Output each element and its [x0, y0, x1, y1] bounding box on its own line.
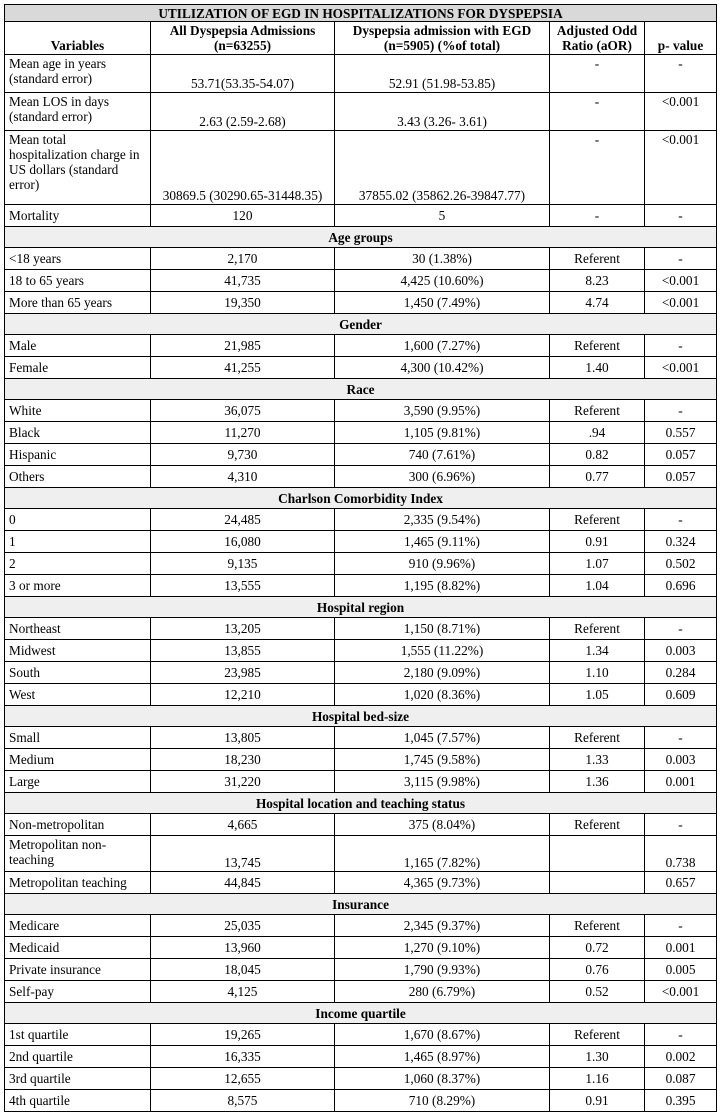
cell-all-admissions: 2.63 (2.59-2.68)	[151, 93, 335, 131]
cell-aor: -	[550, 131, 645, 205]
cell-p-value: <0.001	[645, 131, 717, 205]
cell-all-admissions: 18,045	[151, 959, 335, 981]
cell-p-value: <0.001	[645, 981, 717, 1003]
cell-variable: 3rd quartile	[5, 1068, 151, 1090]
cell-aor: .94	[550, 422, 645, 444]
cell-aor: 1.30	[550, 1046, 645, 1068]
cell-p-value: 0.001	[645, 937, 717, 959]
cell-all-admissions: 41,255	[151, 357, 335, 379]
table-row	[5, 93, 717, 131]
cell-all-admissions: 13,745	[151, 836, 335, 872]
cell-all-admissions: 21,985	[151, 335, 335, 357]
cell-variable: 2nd quartile	[5, 1046, 151, 1068]
cell-all-admissions: 53.71(53.35-54.07)	[151, 55, 335, 93]
table-container	[4, 4, 717, 1112]
section-title: Hospital region	[5, 597, 717, 618]
table-row	[5, 131, 717, 205]
table-row	[5, 444, 717, 466]
cell-egd-admissions: 3.43 (3.26- 3.61)	[335, 93, 550, 131]
section-title: Gender	[5, 314, 717, 335]
cell-egd-admissions: 710 (8.29%)	[335, 1090, 550, 1112]
cell-variable: Black	[5, 422, 151, 444]
cell-egd-admissions: 300 (6.96%)	[335, 466, 550, 488]
cell-egd-admissions: 910 (9.96%)	[335, 553, 550, 575]
cell-p-value: 0.502	[645, 553, 717, 575]
cell-p-value: 0.057	[645, 444, 717, 466]
cell-egd-admissions: 1,020 (8.36%)	[335, 684, 550, 706]
table-row	[5, 55, 717, 93]
cell-egd-admissions: 1,745 (9.58%)	[335, 749, 550, 771]
table-row	[5, 400, 717, 422]
section-header-row	[5, 1003, 717, 1024]
cell-aor: 0.72	[550, 937, 645, 959]
cell-variable: Hispanic	[5, 444, 151, 466]
cell-variable: Medicaid	[5, 937, 151, 959]
cell-aor: 1.07	[550, 553, 645, 575]
cell-egd-admissions: 375 (8.04%)	[335, 814, 550, 836]
cell-aor: -	[550, 55, 645, 93]
cell-p-value: -	[645, 400, 717, 422]
cell-all-admissions: 13,960	[151, 937, 335, 959]
section-title: Income quartile	[5, 1003, 717, 1024]
cell-aor: -	[550, 93, 645, 131]
table-row	[5, 872, 717, 894]
section-title: Charlson Comorbidity Index	[5, 488, 717, 509]
cell-variable: Mean total hospitalization charge in US dollars (standard error)	[5, 131, 151, 205]
table-row	[5, 335, 717, 357]
cell-aor: 1.34	[550, 640, 645, 662]
cell-egd-admissions: 1,450 (7.49%)	[335, 292, 550, 314]
section-title: Race	[5, 379, 717, 400]
cell-p-value: 0.557	[645, 422, 717, 444]
table-row	[5, 981, 717, 1003]
cell-all-admissions: 8,575	[151, 1090, 335, 1112]
cell-egd-admissions: 1,555 (11.22%)	[335, 640, 550, 662]
cell-variable: 1st quartile	[5, 1024, 151, 1046]
table-body	[5, 55, 717, 1112]
cell-variable: Metropolitan non-teaching	[5, 836, 151, 872]
cell-aor	[550, 872, 645, 894]
cell-egd-admissions: 1,165 (7.82%)	[335, 836, 550, 872]
table-row	[5, 1024, 717, 1046]
cell-aor: 1.04	[550, 575, 645, 597]
cell-variable: White	[5, 400, 151, 422]
cell-all-admissions: 13,555	[151, 575, 335, 597]
cell-egd-admissions: 4,425 (10.60%)	[335, 270, 550, 292]
cell-p-value: -	[645, 248, 717, 270]
cell-egd-admissions: 5	[335, 205, 550, 227]
cell-variable: 3 or more	[5, 575, 151, 597]
cell-aor: 1.05	[550, 684, 645, 706]
cell-all-admissions: 23,985	[151, 662, 335, 684]
cell-p-value: <0.001	[645, 357, 717, 379]
cell-all-admissions: 36,075	[151, 400, 335, 422]
cell-p-value: 0.609	[645, 684, 717, 706]
section-title: Hospital location and teaching status	[5, 793, 717, 814]
cell-p-value: 0.001	[645, 771, 717, 793]
cell-p-value: -	[645, 814, 717, 836]
cell-variable: Self-pay	[5, 981, 151, 1003]
cell-all-admissions: 4,125	[151, 981, 335, 1003]
cell-variable: Metropolitan teaching	[5, 872, 151, 894]
table-row	[5, 727, 717, 749]
cell-aor: 0.91	[550, 531, 645, 553]
cell-egd-admissions: 3,115 (9.98%)	[335, 771, 550, 793]
section-header-row	[5, 793, 717, 814]
cell-variable: Large	[5, 771, 151, 793]
cell-aor: 1.10	[550, 662, 645, 684]
cell-variable: 2	[5, 553, 151, 575]
table-row	[5, 662, 717, 684]
cell-all-admissions: 2,170	[151, 248, 335, 270]
cell-aor	[550, 836, 645, 872]
cell-variable: <18 years	[5, 248, 151, 270]
section-title: Age groups	[5, 227, 717, 248]
cell-all-admissions: 120	[151, 205, 335, 227]
cell-egd-admissions: 1,060 (8.37%)	[335, 1068, 550, 1090]
section-title: Hospital bed-size	[5, 706, 717, 727]
egd-utilization-table	[4, 4, 717, 1112]
table-row	[5, 575, 717, 597]
cell-variable: South	[5, 662, 151, 684]
cell-aor: Referent	[550, 915, 645, 937]
cell-egd-admissions: 30 (1.38%)	[335, 248, 550, 270]
cell-all-admissions: 9,135	[151, 553, 335, 575]
section-header-row	[5, 488, 717, 509]
cell-aor: 0.77	[550, 466, 645, 488]
table-row	[5, 959, 717, 981]
cell-aor: Referent	[550, 509, 645, 531]
table-row	[5, 915, 717, 937]
cell-variable: Male	[5, 335, 151, 357]
section-header-row	[5, 379, 717, 400]
cell-aor: Referent	[550, 400, 645, 422]
cell-p-value: 0.657	[645, 872, 717, 894]
cell-all-admissions: 19,265	[151, 1024, 335, 1046]
section-header-row	[5, 706, 717, 727]
cell-aor: 1.16	[550, 1068, 645, 1090]
cell-p-value: 0.057	[645, 466, 717, 488]
section-header-row	[5, 227, 717, 248]
cell-egd-admissions: 4,300 (10.42%)	[335, 357, 550, 379]
cell-aor: Referent	[550, 335, 645, 357]
table-title: UTILIZATION OF EGD IN HOSPITALIZATIONS FOR DYSPEPSIA	[5, 5, 717, 22]
cell-p-value: -	[645, 1024, 717, 1046]
cell-egd-admissions: 1,465 (8.97%)	[335, 1046, 550, 1068]
cell-variable: Northeast	[5, 618, 151, 640]
table-row	[5, 814, 717, 836]
cell-all-admissions: 18,230	[151, 749, 335, 771]
cell-p-value: -	[645, 915, 717, 937]
table-row	[5, 836, 717, 872]
cell-p-value: 0.738	[645, 836, 717, 872]
table-row	[5, 771, 717, 793]
cell-p-value: -	[645, 205, 717, 227]
cell-variable: 18 to 65 years	[5, 270, 151, 292]
table-row	[5, 270, 717, 292]
cell-variable: Non-metropolitan	[5, 814, 151, 836]
cell-egd-admissions: 1,670 (8.67%)	[335, 1024, 550, 1046]
header-adjusted-odds-ratio: Adjusted Odd Ratio (aOR)	[550, 22, 645, 55]
table-row	[5, 531, 717, 553]
table-row	[5, 937, 717, 959]
cell-egd-admissions: 1,195 (8.82%)	[335, 575, 550, 597]
cell-variable: Medicare	[5, 915, 151, 937]
table-row	[5, 509, 717, 531]
cell-egd-admissions: 37855.02 (35862.26-39847.77)	[335, 131, 550, 205]
cell-all-admissions: 11,270	[151, 422, 335, 444]
table-row	[5, 1090, 717, 1112]
cell-aor: 1.40	[550, 357, 645, 379]
cell-p-value: -	[645, 55, 717, 93]
cell-aor: 1.36	[550, 771, 645, 793]
cell-egd-admissions: 280 (6.79%)	[335, 981, 550, 1003]
cell-variable: More than 65 years	[5, 292, 151, 314]
cell-aor: Referent	[550, 1024, 645, 1046]
cell-all-admissions: 13,855	[151, 640, 335, 662]
cell-aor: Referent	[550, 618, 645, 640]
table-row	[5, 205, 717, 227]
cell-egd-admissions: 3,590 (9.95%)	[335, 400, 550, 422]
table-row	[5, 248, 717, 270]
cell-variable: Others	[5, 466, 151, 488]
cell-egd-admissions: 2,335 (9.54%)	[335, 509, 550, 531]
section-title: Insurance	[5, 894, 717, 915]
cell-variable: Private insurance	[5, 959, 151, 981]
cell-variable: Mean age in years (standard error)	[5, 55, 151, 93]
header-all-admissions: All Dyspepsia Admissions (n=63255)	[151, 22, 335, 55]
cell-aor: 0.52	[550, 981, 645, 1003]
cell-p-value: 0.395	[645, 1090, 717, 1112]
cell-aor: 0.91	[550, 1090, 645, 1112]
table-row	[5, 1068, 717, 1090]
cell-egd-admissions: 1,790 (9.93%)	[335, 959, 550, 981]
cell-aor: 8.23	[550, 270, 645, 292]
cell-egd-admissions: 1,045 (7.57%)	[335, 727, 550, 749]
cell-variable: Medium	[5, 749, 151, 771]
cell-aor: Referent	[550, 814, 645, 836]
cell-p-value: -	[645, 727, 717, 749]
cell-egd-admissions: 4,365 (9.73%)	[335, 872, 550, 894]
cell-variable: Small	[5, 727, 151, 749]
section-header-row	[5, 894, 717, 915]
table-row	[5, 292, 717, 314]
cell-variable: Mortality	[5, 205, 151, 227]
cell-all-admissions: 24,485	[151, 509, 335, 531]
cell-p-value: -	[645, 335, 717, 357]
cell-p-value: <0.001	[645, 270, 717, 292]
cell-all-admissions: 44,845	[151, 872, 335, 894]
header-variables: Variables	[5, 22, 151, 55]
cell-p-value: 0.324	[645, 531, 717, 553]
table-row	[5, 684, 717, 706]
cell-all-admissions: 12,655	[151, 1068, 335, 1090]
cell-p-value: 0.002	[645, 1046, 717, 1068]
cell-all-admissions: 41,735	[151, 270, 335, 292]
cell-p-value: -	[645, 509, 717, 531]
cell-aor: 0.82	[550, 444, 645, 466]
cell-aor: 0.76	[550, 959, 645, 981]
cell-egd-admissions: 1,465 (9.11%)	[335, 531, 550, 553]
section-header-row	[5, 314, 717, 335]
table-row	[5, 640, 717, 662]
cell-all-admissions: 4,310	[151, 466, 335, 488]
cell-egd-admissions: 1,105 (9.81%)	[335, 422, 550, 444]
cell-all-admissions: 19,350	[151, 292, 335, 314]
table-row	[5, 422, 717, 444]
cell-p-value: 0.003	[645, 749, 717, 771]
cell-all-admissions: 13,805	[151, 727, 335, 749]
cell-all-admissions: 4,665	[151, 814, 335, 836]
cell-variable: West	[5, 684, 151, 706]
cell-egd-admissions: 2,345 (9.37%)	[335, 915, 550, 937]
cell-p-value: <0.001	[645, 292, 717, 314]
cell-aor: 4.74	[550, 292, 645, 314]
cell-variable: 4th quartile	[5, 1090, 151, 1112]
cell-all-admissions: 31,220	[151, 771, 335, 793]
cell-variable: Midwest	[5, 640, 151, 662]
table-row	[5, 1046, 717, 1068]
cell-p-value: 0.284	[645, 662, 717, 684]
cell-variable: 0	[5, 509, 151, 531]
cell-variable: Mean LOS in days (standard error)	[5, 93, 151, 131]
header-p-value: p- value	[645, 22, 717, 55]
cell-egd-admissions: 1,600 (7.27%)	[335, 335, 550, 357]
cell-all-admissions: 30869.5 (30290.65-31448.35)	[151, 131, 335, 205]
cell-aor: Referent	[550, 727, 645, 749]
cell-variable: Female	[5, 357, 151, 379]
table-row	[5, 749, 717, 771]
cell-p-value: 0.005	[645, 959, 717, 981]
cell-variable: 1	[5, 531, 151, 553]
cell-egd-admissions: 52.91 (51.98-53.85)	[335, 55, 550, 93]
cell-p-value: 0.003	[645, 640, 717, 662]
cell-egd-admissions: 2,180 (9.09%)	[335, 662, 550, 684]
cell-all-admissions: 13,205	[151, 618, 335, 640]
cell-p-value: 0.696	[645, 575, 717, 597]
table-row	[5, 618, 717, 640]
column-header-row	[5, 22, 717, 55]
cell-p-value: 0.087	[645, 1068, 717, 1090]
cell-all-admissions: 25,035	[151, 915, 335, 937]
cell-egd-admissions: 1,270 (9.10%)	[335, 937, 550, 959]
cell-aor: -	[550, 205, 645, 227]
section-header-row	[5, 597, 717, 618]
cell-aor: Referent	[550, 248, 645, 270]
cell-all-admissions: 9,730	[151, 444, 335, 466]
cell-egd-admissions: 740 (7.61%)	[335, 444, 550, 466]
cell-p-value: -	[645, 618, 717, 640]
cell-aor: 1.33	[550, 749, 645, 771]
table-row	[5, 553, 717, 575]
cell-all-admissions: 16,080	[151, 531, 335, 553]
cell-egd-admissions: 1,150 (8.71%)	[335, 618, 550, 640]
table-row	[5, 466, 717, 488]
cell-all-admissions: 12,210	[151, 684, 335, 706]
table-row	[5, 357, 717, 379]
header-egd-admissions: Dyspepsia admission with EGD (n=5905) (%of total)	[335, 22, 550, 55]
cell-p-value: <0.001	[645, 93, 717, 131]
cell-all-admissions: 16,335	[151, 1046, 335, 1068]
table-title-row	[5, 5, 717, 22]
